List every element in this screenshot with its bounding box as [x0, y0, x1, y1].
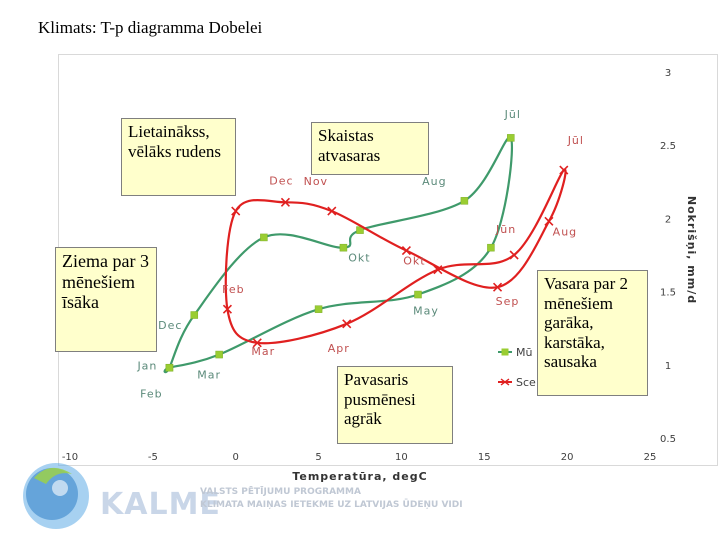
note-beautiful-indian-summer: Skaistas atvasaras — [311, 122, 429, 175]
x-tick-label: 5 — [315, 452, 322, 463]
y-tick-label: 2.5 — [660, 141, 676, 153]
y-tick-label: 0.5 — [660, 434, 676, 445]
legend-marker — [502, 349, 509, 356]
data-point — [232, 207, 240, 215]
point-label: Apr — [327, 341, 350, 355]
x-tick-label: 25 — [643, 452, 657, 463]
logo-line-1: VALSTS PĒTĪJUMU PROGRAMMA — [200, 487, 361, 497]
note-shorter-winter: Ziema par 3 mēnešiem īsāka — [55, 247, 157, 352]
x-tick-label: 10 — [395, 452, 408, 463]
y-tick-label: 1 — [664, 360, 672, 372]
data-point — [487, 244, 494, 251]
x-tick-label: 15 — [477, 452, 491, 463]
y-tick-label: 1.5 — [660, 287, 676, 299]
data-point — [166, 364, 173, 371]
data-point — [315, 306, 322, 313]
point-label: Jūl — [567, 134, 584, 148]
data-point — [402, 247, 410, 255]
x-tick-label: 20 — [560, 452, 574, 463]
logo-name: KALME — [100, 487, 221, 522]
point-label: Okt — [403, 254, 426, 268]
data-point — [545, 217, 553, 225]
data-point — [510, 251, 518, 259]
data-point — [507, 134, 514, 141]
point-label: Okt — [348, 251, 371, 265]
point-label: Nov — [303, 175, 329, 189]
point-label: Feb — [222, 283, 245, 297]
note-rainy-late-autumn: Lietainākss, vēlāks rudens — [121, 118, 236, 196]
y-tick-label: 2 — [664, 214, 672, 226]
x-tick-label: -10 — [61, 452, 79, 463]
point-label: Aug — [552, 225, 578, 239]
point-label: Sep — [495, 295, 520, 309]
point-label: Dec — [269, 174, 294, 188]
point-label: Jan — [137, 359, 158, 373]
point-label: Mar — [251, 344, 276, 358]
data-point — [191, 312, 198, 319]
point-label: Jūl — [504, 107, 521, 121]
point-label: May — [413, 304, 439, 318]
y-tick-label: 3 — [664, 68, 672, 79]
point-label: Dec — [158, 319, 183, 333]
x-tick-label: 0 — [232, 452, 239, 463]
data-point — [216, 351, 223, 358]
note-earlier-spring: Pavasaris pusmēnesi agrāk — [337, 366, 453, 444]
note-longer-summer: Vasara par 2 mēnešiem garāka, karstāka, sausaka — [537, 270, 648, 396]
legend-entry: Sce — [516, 376, 536, 389]
y-axis-label: Nokrišņi, mm/d — [685, 195, 698, 305]
data-point — [340, 244, 347, 251]
x-tick-label: -5 — [147, 452, 158, 463]
point-label: Mar — [197, 368, 222, 382]
data-point — [461, 197, 468, 204]
data-point — [415, 291, 422, 298]
data-point — [260, 234, 267, 241]
data-point — [560, 166, 568, 174]
point-label: Feb — [140, 387, 163, 401]
point-label: Aug — [422, 174, 447, 188]
legend-entry: Mū — [516, 346, 533, 359]
point-label: Jūn — [496, 223, 517, 236]
slide-title: Klimats: T-p diagramma Dobelei — [38, 18, 263, 37]
x-axis-label: Temperatūra, degC — [292, 470, 428, 483]
logo-line-2: KLIMATA MAIŅAS IETEKME UZ LATVIJAS ŪDEŅU VIDI — [200, 500, 463, 510]
